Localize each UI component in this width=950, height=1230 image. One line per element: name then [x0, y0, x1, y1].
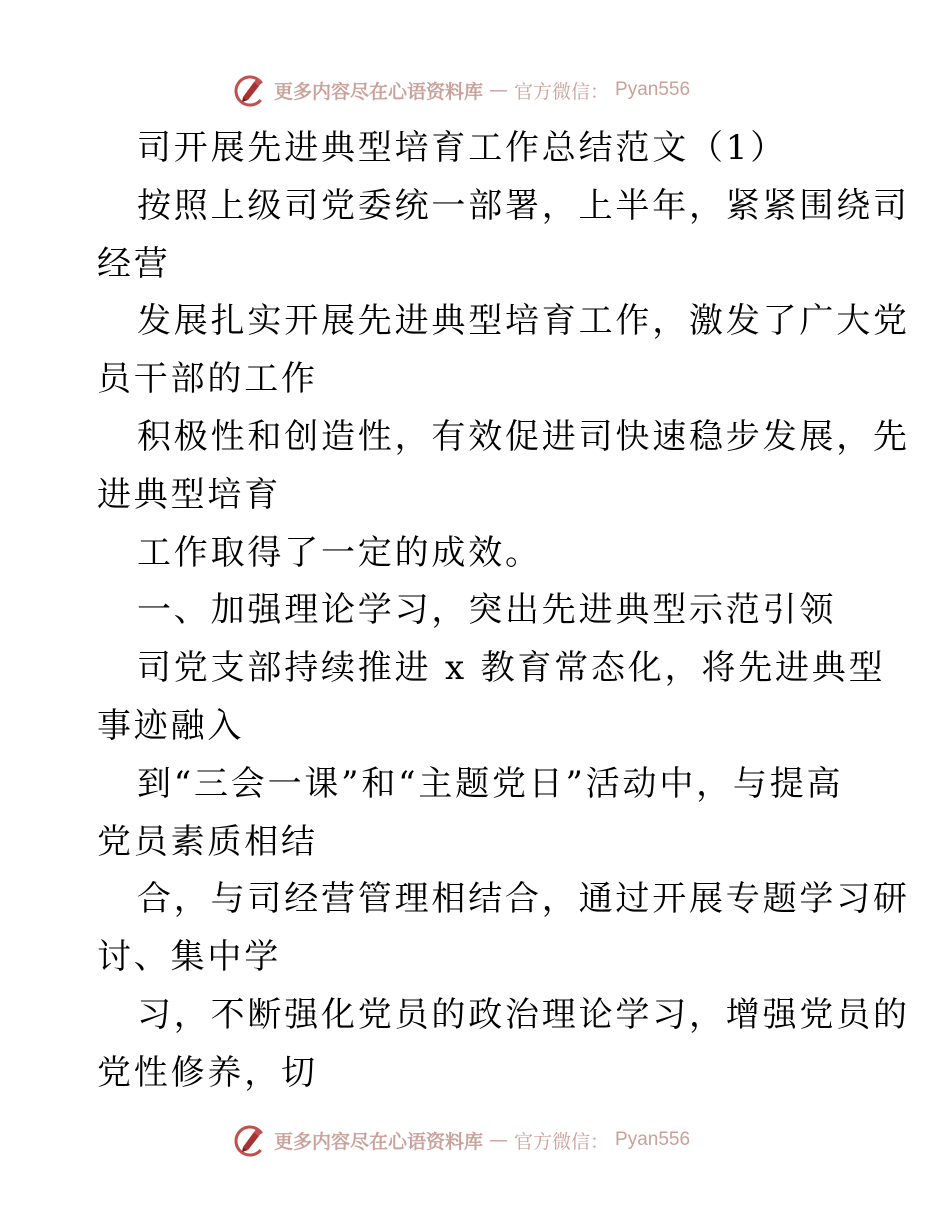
- banner-separator: —: [489, 1129, 509, 1151]
- paragraph-line: 党性修养，切: [97, 1052, 318, 1093]
- paragraph-line: 合，与司经营管理相结合，通过开展专题学习研: [137, 879, 910, 920]
- footer-watermark-banner: [232, 1120, 690, 1160]
- document-body: [97, 120, 910, 1103]
- paragraph-line: 讨、集中学: [97, 937, 281, 978]
- paragraph-line: 事迹融入: [97, 705, 245, 746]
- document-title-line: 司开展先进典型培育工作总结范文（1）: [137, 128, 788, 168]
- pen-circle-logo-icon: [232, 72, 268, 108]
- banner-main-text: 更多内容尽在心语资料库: [274, 80, 484, 103]
- paragraph-line: 到“三会一课”和“主题党日”活动中，与提高: [137, 763, 844, 804]
- section-heading-line: 一、加强理论学习，突出先进典型示范引领: [137, 590, 837, 631]
- paragraph-line: 经营: [97, 243, 171, 284]
- paragraph-line: 党员素质相结: [97, 821, 318, 862]
- pen-circle-logo-icon: [232, 1122, 268, 1158]
- banner-wechat-label: 官方微信：: [514, 80, 610, 103]
- header-watermark-banner: [232, 70, 690, 110]
- paragraph-line: 习，不断强化党员的政治理论学习，增强党员的: [137, 994, 910, 1035]
- paragraph-line: 工作取得了一定的成效。: [137, 532, 542, 573]
- banner-wechat-id: Pyan556: [615, 79, 691, 100]
- paragraph-line: 司党支部持续推进 x 教育常态化，将先进典型: [137, 648, 886, 689]
- paragraph-line: 进典型培育: [97, 474, 281, 515]
- banner-wechat-label: 官方微信：: [514, 1130, 610, 1153]
- banner-separator: —: [489, 79, 509, 101]
- banner-wechat-id: Pyan556: [615, 1129, 691, 1150]
- paragraph-line: 发展扎实开展先进典型培育工作，激发了广大党: [137, 301, 910, 342]
- banner-main-text: 更多内容尽在心语资料库: [274, 1130, 484, 1153]
- paragraph-line: 按照上级司党委统一部署，上半年，紧紧围绕司: [137, 185, 910, 226]
- paragraph-line: 员干部的工作: [97, 359, 318, 400]
- paragraph-line: 积极性和创造性，有效促进司快速稳步发展，先: [137, 416, 910, 457]
